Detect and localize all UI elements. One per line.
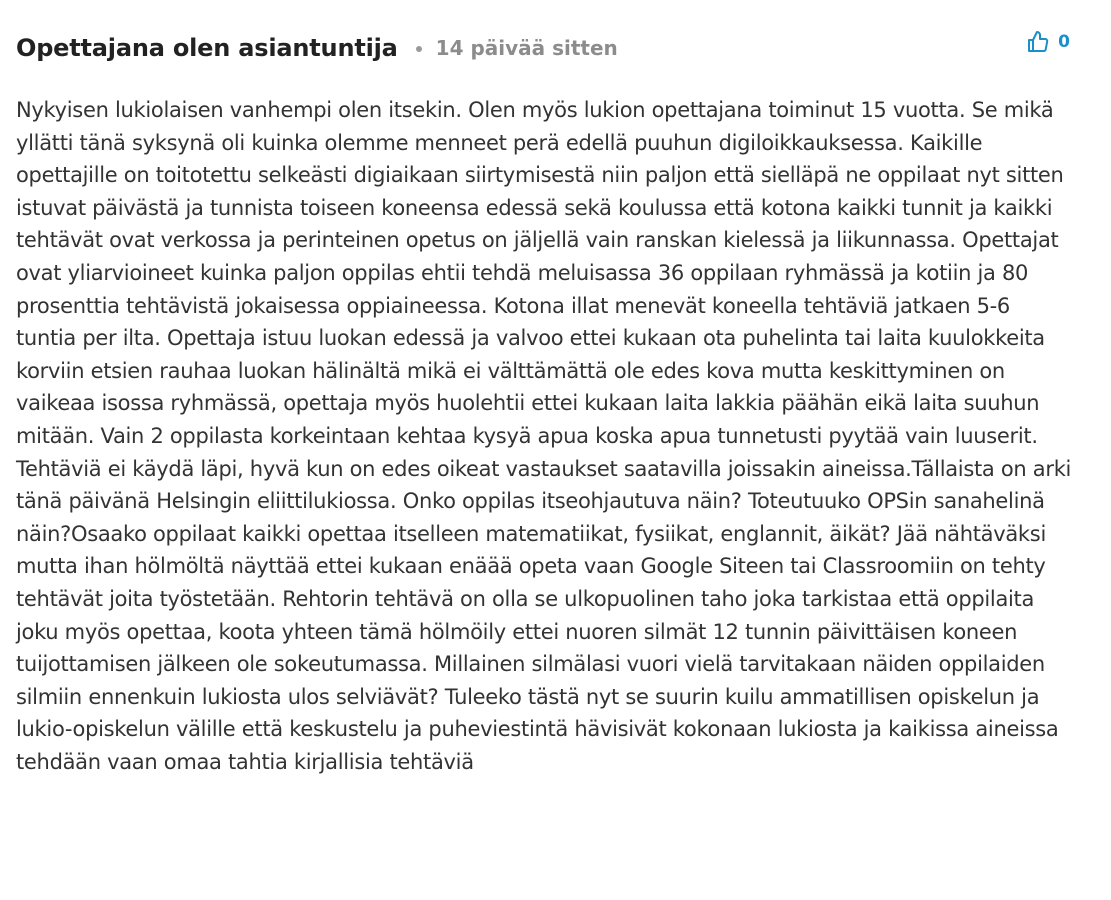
thumbs-up-icon xyxy=(1026,30,1050,54)
like-button[interactable] xyxy=(1026,30,1070,54)
separator-dot xyxy=(416,46,422,52)
comment-timestamp: 14 päivää sitten xyxy=(435,36,618,60)
comment-body: Nykyisen lukiolaisen vanhempi olen itsekin. Olen myös lukion opettajana toiminut 15 vuotta. Se mikä yllätti tänä syksynä oli kuinka olemme menneet perä edellä puuhun digiloikkauksessa. Kaikille opettajille on toitotettu selkeästi digiaikaan siirtymisestä niin paljon että sielläpä ne oppilaat nyt sitten istuvat päivästä ja tunnista toiseen koneensa edessä sekä koulussa että kotona kaikki tunnit ja kaikki tehtävät ovat verkossa ja perinteinen opetus on jäljellä vain ranskan kielessä ja liikunnassa. Opettajat ovat yliarvioineet kuinka paljon oppilas ehtii tehdä meluisassa 36 oppilaan ryhmässä ja kotiin ja 80 prosenttia tehtävistä jokaisessa oppiaineessa. Kotona illat menevät koneella tehtäviä jatkaen 5-6 tuntia per ilta. Opettaja istuu luokan edessä ja valvoo ettei kukaan ota puhelinta tai laita kuulokkeita korviin etsien rauhaa luokan hälinältä mikä ei välttämättä ole edes kova mutta keskittyminen on vaikeaa isossa ryhmässä, opettaja myös huolehtii ettei kukaan laita lakkia päähän eikä laita suuhun mitään. Vain 2 oppilasta korkeintaan kehtaa kysyä apua koska apua tunnetusti pyytää vain luuserit. Tehtäviä ei käydä läpi, hyvä kun on edes oikeat vastaukset saatavilla joissakin aineissa.Tällaista on arki tänä päivänä Helsingin eliittilukiossa. Onko oppilas itseohjautuva näin? Toteutuuko OPSin sanahelinä näin?Osaako oppilaat kaikki opettaa itselleen matematiikat, fysiikat, englannit, äikät? Jää nähtäväksi mutta ihan hölmöltä näyttää ettei kukaan enäää opeta vaan Google Siteen tai Classroomiin on tehty tehtävät joita työstetään. Rehtorin tehtävä on olla se ulkopuolinen taho joka tarkistaa että oppilaita joku myös opettaa, koota yhteen tämä hölmöily ettei nuoren silmät 12 tunnin päivittäisen koneen tuijottamisen jälkeen ole sokeutumassa. Millainen silmälasi vuori vielä tarvitakaan näiden oppilaiden silmiin ennenkuin lukiosta ulos selviävät? Tuleeko tästä nyt se suurin kuilu ammatillisen opiskelun ja lukio-opiskelun välille että keskustelu ja puheviestintä hävisivät kokonaan lukiosta ja kaikissa aineissa tehdään vaan omaa tahtia kirjallisia tehtäviä xyxy=(16,98,1072,774)
comment-author: Opettajana olen asiantuntija xyxy=(16,34,398,62)
comment-header xyxy=(16,28,1076,68)
like-count: 0 xyxy=(1058,32,1070,52)
comment xyxy=(16,28,1076,778)
